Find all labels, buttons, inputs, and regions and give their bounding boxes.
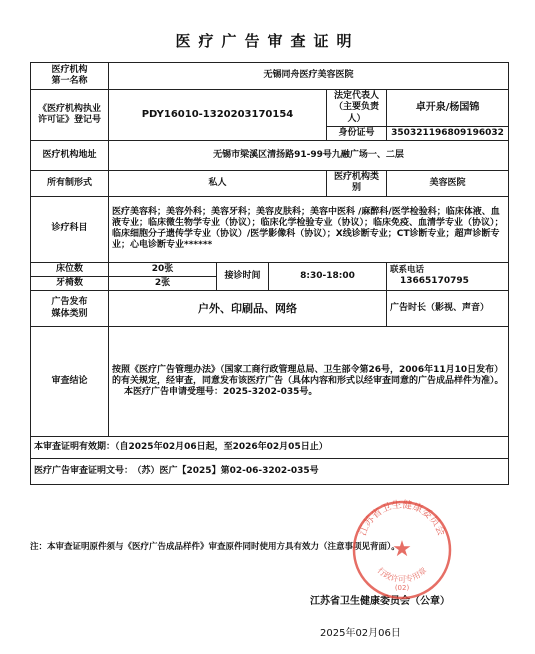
- address: 无锡市梁溪区清扬路91-99号九融广场一、二层: [109, 141, 509, 171]
- review-label: 审查结论: [31, 327, 109, 437]
- document-number-row: [31, 459, 509, 485]
- address-label: 医疗机构地址: [31, 141, 109, 171]
- official-seal: [350, 498, 454, 602]
- hours-label: 接诊时间: [217, 262, 269, 291]
- scope-text: 医疗美容科；美容外科；美容牙科；美容皮肤科；美容中医科 /麻醉科/医学检验科；临床体液、血液专业；临床微生物学专业（协议）；临床化学检验专业（协议）；临床免疫、血清学专业（协议）；临床细胞分子遗传学专业（协议）/医学影像科（协议）；X线诊断专业；CT诊断专业；超声诊断专业；心电诊断专业******: [109, 196, 509, 262]
- review-cell: [109, 327, 509, 437]
- hours: 8:30-18:00: [269, 262, 387, 291]
- document-number: （苏）医广【2025】第02-06-3202-035号: [137, 465, 319, 476]
- institution-name-label: 医疗机构 第一名称: [31, 63, 109, 90]
- license-number: PDY16010-1320203170154: [109, 90, 327, 141]
- certificate-table: [30, 62, 509, 485]
- media-label: 广告发布 媒体类别: [31, 291, 109, 327]
- phone-cell: [387, 262, 509, 291]
- media-value: 户外、印刷品、网络: [109, 291, 387, 327]
- review-acceptance-no: 本医疗广告申请受理号：2025-3202-035号。: [124, 387, 318, 398]
- id-number: 350321196809196032: [387, 126, 509, 140]
- media-duration-label: 广告时长（影视、声音）: [387, 291, 509, 327]
- legal-rep: 卓开泉/杨国锦: [387, 90, 509, 127]
- phone: 13665170795: [400, 276, 469, 287]
- beds: 20张: [109, 262, 217, 276]
- validity-label: 本审查证明有效期：: [34, 441, 116, 452]
- chairs: 2张: [109, 276, 217, 290]
- issuing-authority: 江苏省卫生健康委员会（公章）: [310, 596, 450, 607]
- document-number-label: 医疗广告审查证明文号：: [34, 465, 134, 476]
- license-label: 《医疗机构执业许可证》登记号: [31, 90, 109, 141]
- document-title: 医疗广告审查证明: [175, 32, 360, 50]
- validity-row: [31, 437, 509, 459]
- category: 美容医院: [387, 171, 509, 197]
- svg-text:行政许可专用章: 行政许可专用章: [375, 565, 429, 584]
- validity-value: （自2025年02月06日起，至2026年02月05日止）: [115, 441, 328, 452]
- footnote: 注：本审查证明原件须与《医疗广告成品样件》审查原件同时使用方具有效力（注意事项见背面）。: [30, 542, 400, 552]
- svg-text:(02): (02): [394, 584, 410, 592]
- ownership-label: 所有制形式: [31, 171, 109, 197]
- phone-label: 联系电话: [390, 265, 425, 275]
- id-label: 身份证号: [327, 126, 387, 140]
- issue-date: 2025年02月06日: [320, 628, 401, 639]
- institution-name: 无锡同舟医疗美容医院: [109, 63, 509, 90]
- chairs-label: 牙椅数: [31, 276, 109, 290]
- scope-label: 诊疗科目: [31, 196, 109, 262]
- svg-text:★: ★: [392, 537, 412, 562]
- legal-rep-label: 法定代表人 （主要负责人）: [327, 90, 387, 127]
- ownership: 私人: [109, 171, 327, 197]
- svg-text:江苏省卫生健康委员会: 江苏省卫生健康委员会: [357, 499, 447, 538]
- beds-label: 床位数: [31, 262, 109, 276]
- review-text: 按照《医疗广告管理办法》（国家工商行政管理总局、卫生部令第26号，2006年11月10日发布）的有关规定，经审查，同意发布该医疗广告（具体内容和形式以经审查同意的广告成品样件为准）。: [112, 364, 504, 386]
- category-label: 医疗机构类别: [327, 171, 387, 197]
